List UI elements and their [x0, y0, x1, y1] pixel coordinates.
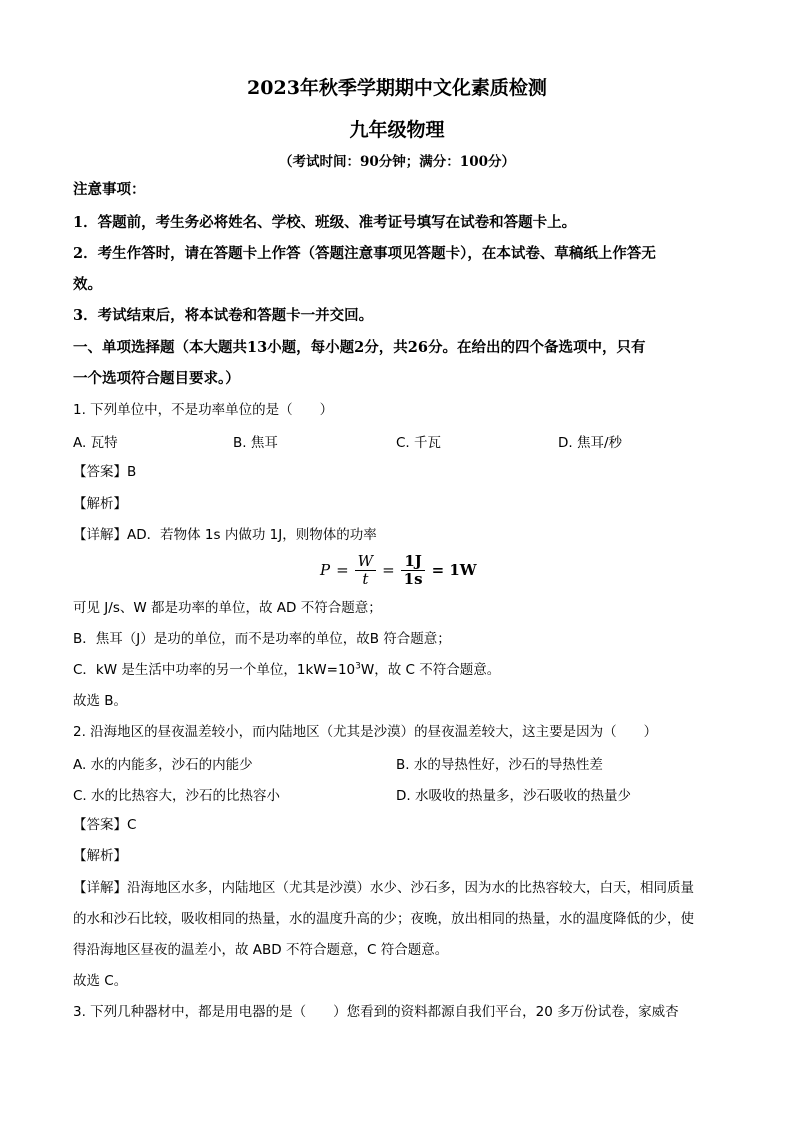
q2-detail-line: 【详解】沿海地区水多，内陆地区（尤其是沙漠）水少、沙石多，因为水的比热容较大，白天，相同质量 — [73, 880, 694, 896]
formula-j: 1J — [401, 553, 425, 571]
q1-option-b: B. 焦耳 — [233, 435, 278, 451]
subject-title: 九年级物理 — [349, 119, 445, 141]
q2-answer: 【答案】C — [73, 817, 137, 833]
question-2-stem: 2. 沿海地区的昼夜温差较小，而内陆地区（尤其是沙漠）的昼夜温差较大，这主要是因为（ ） — [73, 724, 658, 740]
q1-option-d: D. 焦耳/秒 — [558, 435, 623, 451]
q2-analysis-label: 【解析】 — [73, 848, 127, 864]
q1-line-b: B．焦耳（J）是功的单位，而不是功率的单位，故B 符合题意； — [73, 631, 451, 647]
q1-line-c: C．kW 是生活中功率的另一个单位，$1kW=10^3W$，故 C 不符合题意。 — [73, 661, 501, 678]
formula-result: = 1W — [431, 561, 477, 579]
note-item: 2．考生作答时，请在答题卡上作答（答题注意事项见答题卡），在本试卷、草稿纸上作答无 — [73, 245, 656, 262]
section-heading-cont: 一个选项符合题目要求。） — [73, 370, 240, 387]
q2-detail-line: 得沿海地区昼夜的温差小，故 ABD 不符合题意，C 符合题意。 — [73, 942, 449, 958]
formula-p: P — [320, 561, 331, 579]
formula-fraction-wt — [355, 553, 376, 588]
question-1-stem: 1. 下列单位中，不是功率单位的是（ ） — [73, 402, 334, 418]
q1-choose: 故选 B。 — [73, 693, 128, 709]
formula-eq2: = — [382, 561, 395, 579]
notes-heading: 注意事项： — [73, 181, 146, 198]
formula-eq: = — [336, 561, 349, 579]
q1-detail: 【详解】AD．若物体 1s 内做功 1J，则物体的功率 — [73, 527, 377, 543]
power-formula — [320, 548, 477, 592]
formula-w: W — [355, 553, 376, 571]
formula-s: 1s — [403, 569, 423, 588]
note-item: 1．答题前，考生务必将姓名、学校、班级、准考证号填写在试卷和答题卡上。 — [73, 214, 577, 231]
q1-option-a: A. 瓦特 — [73, 435, 118, 451]
q1-option-c: C. 千瓦 — [396, 435, 442, 451]
q2-option-b: B. 水的导热性好，沙石的导热性差 — [396, 757, 603, 773]
q2-detail-line: 的水和沙石比较，吸收相同的热量，水的温度升高的少；夜晚，放出相同的热量，水的温度降低的少，使 — [73, 911, 694, 927]
formula-fraction-values — [401, 553, 426, 588]
note-item: 3．考试结束后，将本试卷和答题卡一并交回。 — [73, 307, 374, 324]
q1-answer: 【答案】B — [73, 464, 137, 480]
q1-line-a: 可见 J/s、W 都是功率的单位，故 AD 不符合题意； — [73, 600, 382, 616]
question-3-stem: 3. 下列几种器材中，都是用电器的是（ ）您看到的资料都源自我们平台，20 多万份试卷，家威杏 — [73, 1004, 679, 1020]
q1-analysis-label: 【解析】 — [73, 496, 127, 512]
note-item: 效。 — [73, 276, 102, 293]
formula-t: t — [362, 569, 369, 588]
q2-option-d: D. 水吸收的热量多，沙石吸收的热量少 — [396, 788, 631, 804]
q2-option-c: C. 水的比热容大，沙石的比热容小 — [73, 788, 281, 804]
exam-title: 2023年秋季学期期中文化素质检测 — [247, 77, 547, 99]
section-heading: 一、单项选择题（本大题共13小题，每小题2分，共26分。在给出的四个备选项中，只有 — [73, 339, 646, 356]
q2-choose: 故选 C。 — [73, 973, 128, 989]
exam-info: （考试时间：90分钟；满分：100分） — [279, 154, 515, 170]
q2-option-a: A. 水的内能多，沙石的内能少 — [73, 757, 253, 773]
